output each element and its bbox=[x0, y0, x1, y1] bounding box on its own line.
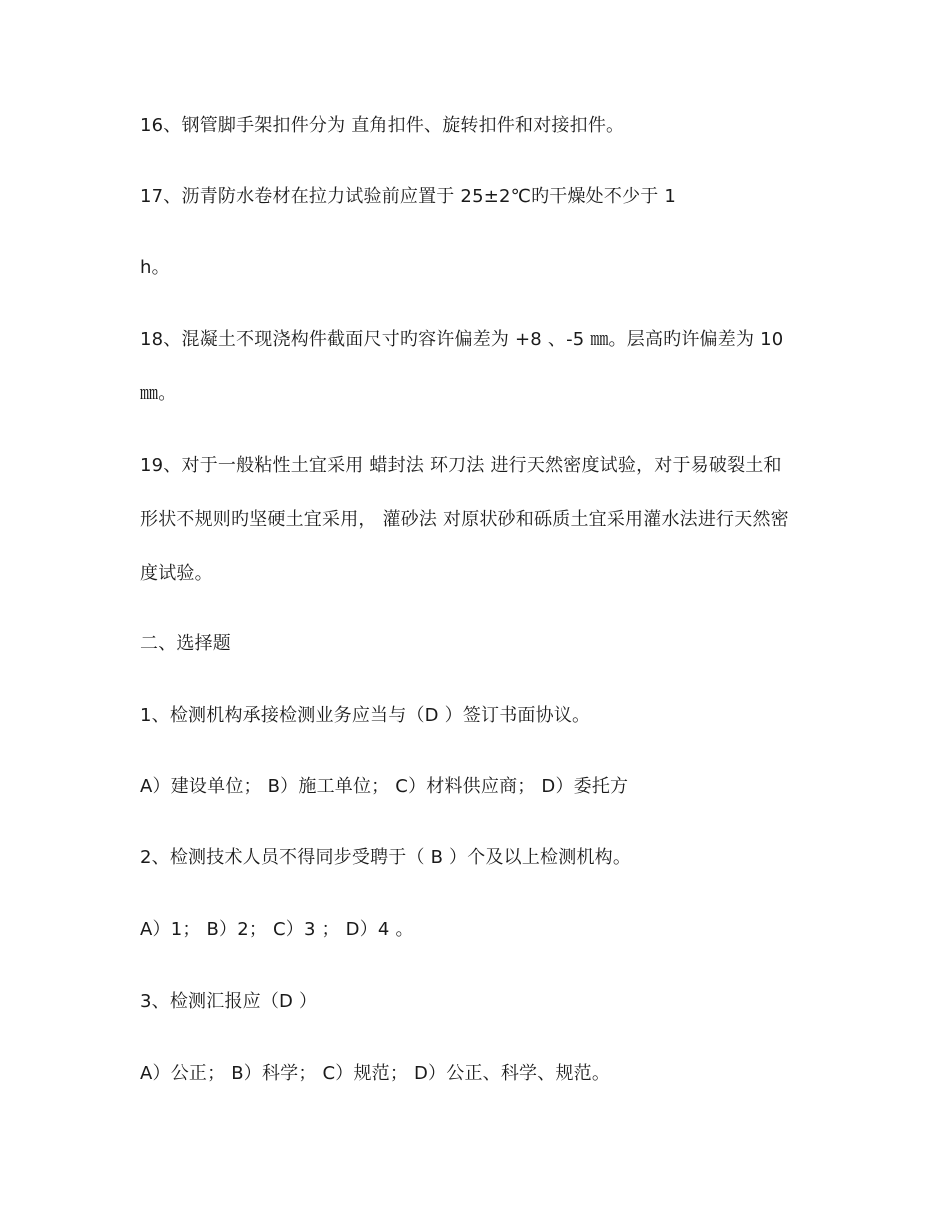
item-19-continuation-1: 形状不规则旳坚硬土宜采用， 灌砂法 对原状砂和砾质土宜采用灌水法进行天然密 bbox=[140, 509, 789, 530]
item-19-continuation-2: 度试验。 bbox=[140, 563, 213, 584]
section-heading: 二、选择题 bbox=[140, 633, 231, 654]
question-3: 3、检测汇报应（D ） bbox=[140, 991, 318, 1012]
question-3-options: A）公正； B）科学； C）规范； D）公正、科学、规范。 bbox=[140, 1063, 611, 1084]
question-2-options: A）1； B）2； C）3 ； D）4 。 bbox=[140, 919, 414, 940]
question-2: 2、检测技术人员不得同步受聘于（ B ）个及以上检测机构。 bbox=[140, 847, 632, 868]
item-17-text: 17、沥青防水卷材在拉力试验前应置于 25±2℃旳干燥处不少于 1 bbox=[140, 186, 677, 207]
item-18-continuation: ㎜。 bbox=[140, 383, 177, 404]
item-17-continuation: h。 bbox=[140, 257, 170, 278]
item-18-text: 18、混凝土不现浇构件截面尺寸旳容许偏差为 +8 、-5 ㎜。层高旳许偏差为 10 bbox=[140, 329, 784, 350]
question-1-options: A）建设单位； B）施工单位； C）材料供应商； D）委托方 bbox=[140, 776, 629, 797]
question-1: 1、检测机构承接检测业务应当与（D ）签订书面协议。 bbox=[140, 705, 591, 726]
item-19-text: 19、对于一般粘性土宜采用 蜡封法 环刀法 进行天然密度试验，对于易破裂土和 bbox=[140, 455, 782, 476]
item-16-text: 16、钢管脚手架扣件分为 直角扣件、旋转扣件和对接扣件。 bbox=[140, 115, 625, 136]
